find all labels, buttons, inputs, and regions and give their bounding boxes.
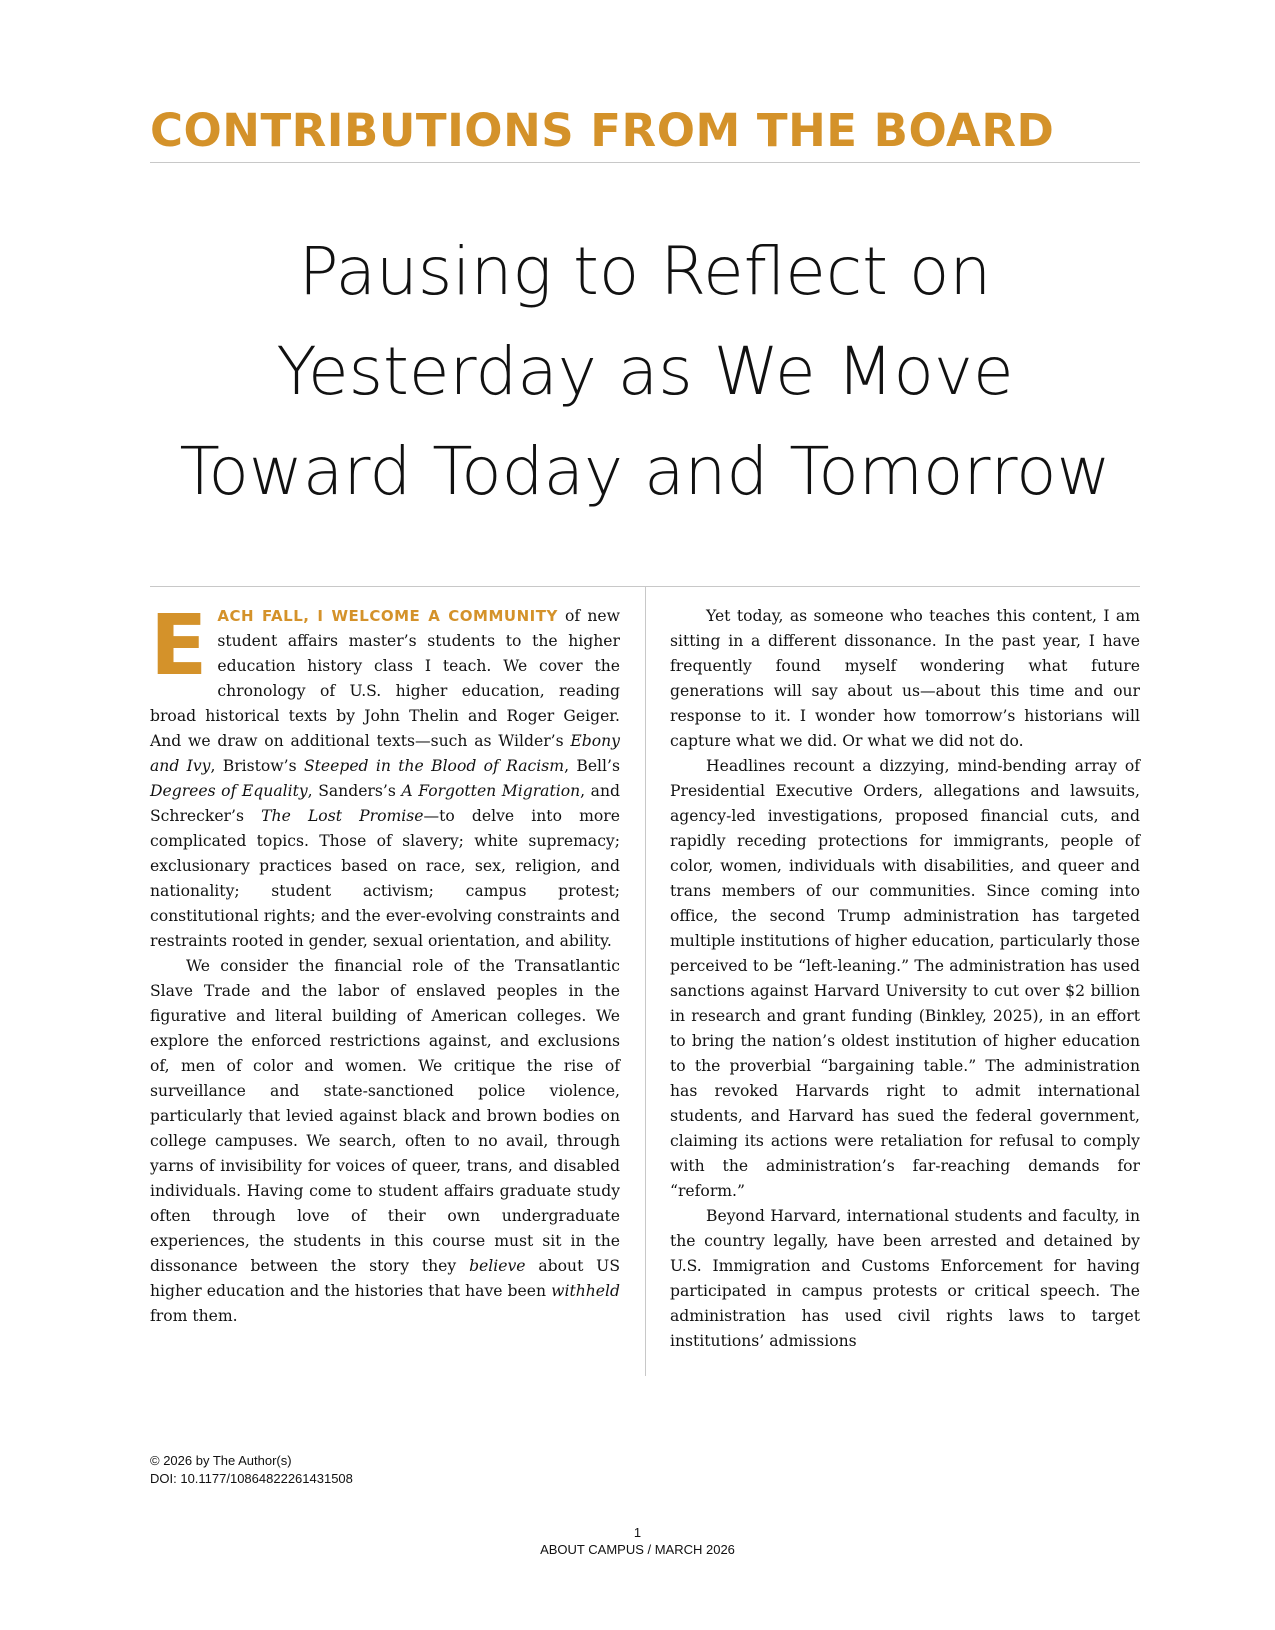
title-line: Toward Today and Tomorrow <box>179 433 1111 510</box>
book-title: Ebony and Ivy <box>150 732 620 775</box>
left-column <box>150 596 621 1329</box>
doi: DOI: 10.1177/10864822261431508 <box>150 1471 353 1486</box>
text: We consider the financial role of the Transatlantic Slave Trade and the labor of enslaved peoples in the figurative and literal building of American colleges. We explore the enforced restrictions against, and exclusions of, men of color and women. We critique the rise of surveillance and state-sanctioned police violence, particularly that levied against black and brown bodies on college campuses. We search, often to no avail, through yarns of invisibility for voices of queer, trans, and disabled individuals. Having come to student affairs graduate study often through love of their own undergraduate experiences, the students in this course must sit in the dissonance between the story they <box>150 957 620 1275</box>
text: , Bell’s <box>564 757 620 775</box>
text: , and Schrecker’s <box>150 782 620 825</box>
emphasis: believe <box>469 1257 526 1275</box>
book-title: Degrees of Equality <box>150 782 308 800</box>
emphasis: withheld <box>551 1282 620 1300</box>
lead-in-caps: ACH FALL, I WELCOME A COMMUNITY <box>217 607 558 625</box>
paragraph: Yet today, as someone who teaches this content, I am sitting in a different dissonance. In the past year, I have frequently found myself wondering what future generations will say about us—about this time and our response to it. I wonder how tomorrow’s historians will capture what we did. Or what we did not do. <box>670 607 1140 750</box>
title-line: Yesterday as We Move <box>276 333 1014 410</box>
drop-cap: E <box>150 596 208 694</box>
copyright: © 2026 by The Author(s) <box>150 1453 292 1468</box>
article-title <box>100 222 1190 522</box>
column-divider <box>645 586 646 1376</box>
header-divider <box>150 162 1140 163</box>
copyright-block <box>150 1452 353 1488</box>
paragraph: Headlines recount a dizzying, mind-bending array of Presidential Executive Orders, allegations and lawsuits, agency-led investigations, proposed financial cuts, and rapidly receding protections for immigrants, people of color, women, individuals with disabilities, and queer and trans members of our communities. Since coming into office, the second Trump administration has targeted multiple institutions of higher education, particularly those perceived to be “left-leaning.” The administration has used sanctions against Harvard University to cut over $2 billion in research and grant funding (Binkley, 2025), in an effort to bring the nation’s oldest institution of higher education to the proverbial “bargaining table.” The administration has revoked Harvards right to admit international students, and Harvard has sued the federal government, claiming its actions were retaliation for refusal to comply with the administration’s far-reaching demands for “reform.” <box>670 757 1140 1200</box>
text: from them. <box>150 1307 238 1325</box>
text: of new student affairs master’s students to the higher education history class I teach. We cover the chronology of U.S. higher education, reading broad historical texts by John Thelin and Roger Geiger. And we draw on additional texts—such as Wilder’s <box>150 607 620 750</box>
text: , Sanders’s <box>307 782 402 800</box>
text: about US higher education and the histories that have been <box>150 1257 621 1300</box>
book-title: The Lost Promise <box>261 807 424 825</box>
journal-issue: ABOUT CAMPUS / MARCH 2026 <box>540 1542 735 1557</box>
paragraph: Beyond Harvard, international students and faculty, in the country legally, have been arrested and detained by U.S. Immigration and Customs Enforcement for having participated in campus protests or critical speech. The administration has used civil rights laws to target institutions’ admissions <box>670 1207 1140 1350</box>
title-line: Pausing to Reflect on <box>298 233 992 310</box>
paragraph <box>150 954 620 1329</box>
right-column <box>670 604 1140 1354</box>
text: , Bristow’s <box>210 757 304 775</box>
section-label: CONTRIBUTIONS FROM THE BOARD <box>150 104 1055 157</box>
page-number: 1 <box>633 1525 642 1540</box>
text: —to delve into more complicated topics. Those of slavery; white supremacy; exclusionary practices based on race, sex, religion, and nationality; student activism; campus protest; constitutional rights; and the ever-evolving constraints and restraints rooted in gender, sexual orientation, and ability. <box>150 807 620 950</box>
book-title: Steeped in the Blood of Racism <box>303 757 565 775</box>
book-title: A Forgotten Migration <box>401 782 581 800</box>
page-footer <box>0 1524 1275 1558</box>
paragraph <box>150 596 620 954</box>
